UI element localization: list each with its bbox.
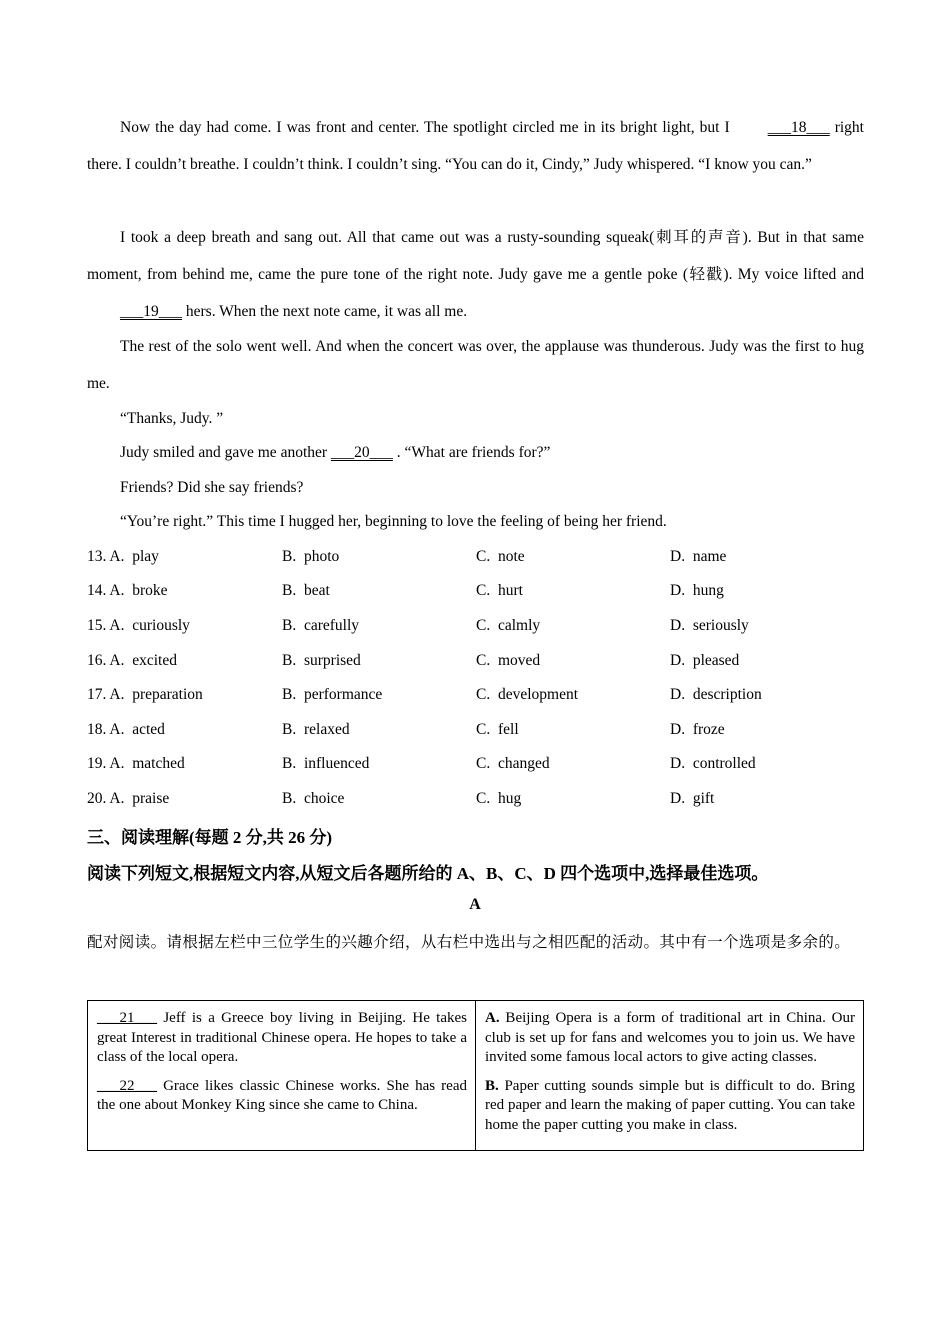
question-row [87,753,864,775]
option-letter: D. [670,652,686,669]
option-letter: D. [670,755,686,772]
question-row [87,580,864,602]
option-letter: D. [670,582,686,599]
option-text: froze [692,721,725,738]
question-row [87,788,864,810]
option-text: surprised [303,652,361,669]
option-choice [282,788,344,810]
option-text: gift [692,790,715,807]
matching-instruction: 配对阅读。请根据左栏中三位学生的兴趣介绍，从右栏中选出与之相匹配的活动。其中有一个选项是多余的。 [87,934,851,951]
option-text: photo [303,548,340,565]
option-choice [670,788,714,810]
option-letter: 19. A. [87,755,125,772]
option-text: broke [132,582,168,599]
option-letter: C. [476,617,491,634]
passage-text: Judy smiled and gave me another [120,444,331,461]
option-text: play [132,548,159,565]
section-title: 三、阅读理解(每题 2 分,共 26 分) [87,828,333,847]
passage-text: . “What are friends for?” [392,444,551,461]
option-text: hung [692,582,724,599]
option-choice [476,788,521,810]
passage-paragraph-2 [87,219,864,330]
option-choice [282,580,330,602]
option-choice [282,719,350,741]
passage-text: hers. When the next note came, it was all me. [182,303,468,320]
option-choice [282,546,339,568]
option-letter: D. [670,721,686,738]
activity-item-a [485,1009,855,1068]
activity-label: B. [485,1077,499,1094]
question-row [87,719,864,741]
option-choice [476,615,540,637]
option-letter: 13. A. [87,548,125,565]
option-text: note [497,548,525,565]
blank-21: ___21___ [97,1010,157,1026]
blank-20: ___20___ [330,444,393,461]
option-letter: C. [476,755,491,772]
option-text: relaxed [303,721,350,738]
student-text: Grace likes classic Chinese works. She has read the one about Monkey King since she came to China. [97,1077,467,1113]
option-letter: B. [282,582,297,599]
blank-19: ___19___ [120,303,182,320]
option-letter: 14. A. [87,582,125,599]
option-letter: C. [476,582,491,599]
passage-paragraph-3: The rest of the solo went well. And when the concert was over, the applause was thunderous. Judy was the first to hug me. [87,338,864,392]
blank-22: ___22___ [97,1077,157,1094]
option-letter: 18. A. [87,721,125,738]
option-text: excited [132,652,177,669]
option-letter: B. [282,617,297,634]
option-letter: B. [282,755,297,772]
option-letter: D. [670,617,686,634]
option-letter: B. [282,548,297,565]
option-letter: B. [282,686,297,703]
option-text: moved [497,652,541,669]
option-choice [87,753,185,775]
option-choice [476,580,523,602]
option-choice [670,684,762,706]
option-choice [282,650,361,672]
option-text: calmly [497,617,541,634]
option-text: fell [497,721,519,738]
option-choice [476,684,578,706]
passage-text: right there. I couldn’t breathe. I couldn’t think. I couldn’t sing. “You can do it, Cindy,” Judy whispered. “I know you can.” [87,119,864,173]
option-text: performance [303,686,383,703]
option-letter: C. [476,721,491,738]
passage-text: I took a deep breath and sang out. All that came out was a rusty-sounding squeak(刺耳的声音). But in that same moment, from behind me, came the pure tone of the right note. Judy gave me a gentle poke (轻戳). My voice lifted and [87,229,864,283]
option-letter: C. [476,652,491,669]
option-letter: B. [282,652,297,669]
option-text: preparation [132,686,203,703]
option-choice [670,753,756,775]
option-text: carefully [303,617,360,634]
option-letter: D. [670,790,686,807]
passage-paragraph-5 [120,443,550,463]
option-text: changed [497,755,550,772]
option-choice [87,650,177,672]
option-letter: B. [282,721,297,738]
option-choice [87,719,165,741]
question-row [87,615,864,637]
option-letter: C. [476,790,491,807]
option-text: curiously [132,617,190,634]
section-directions: 阅读下列短文,根据短文内容,从短文后各题所给的 A、B、C、D 四个选项中,选择最佳选项。 [87,864,769,883]
option-choice [282,615,359,637]
option-choice [282,753,369,775]
option-choice [87,580,168,602]
right-column [476,1001,864,1151]
option-letter: 17. A. [87,686,125,703]
blank-18: ___18___ [767,119,830,136]
option-text: beat [303,582,330,599]
option-choice [87,615,190,637]
option-letter: D. [670,548,686,565]
option-choice [670,719,725,741]
passage-paragraph-1 [87,109,864,183]
option-letter: B. [282,790,297,807]
option-letter: 15. A. [87,617,125,634]
option-letter: 20. A. [87,790,125,807]
activity-text: Paper cutting sounds simple but is difficult to do. Bring red paper and learn the making of paper cutting. You can take home the paper cutting you make in class. [485,1077,855,1133]
option-choice [476,753,550,775]
option-choice [670,615,749,637]
option-text: praise [132,790,170,807]
option-text: hurt [497,582,523,599]
option-letter: 16. A. [87,652,125,669]
option-choice [476,546,525,568]
option-letter: D. [670,686,686,703]
passage-paragraph-6: Friends? Did she say friends? [120,479,304,496]
question-row [87,650,864,672]
option-text: hug [497,790,522,807]
part-label: A [469,896,481,913]
option-text: matched [132,755,185,772]
student-text: Jeff is a Greece boy living in Beijing. He takes great Interest in traditional Chinese opera. He hopes to take a class of the local opera. [97,1010,467,1065]
question-row [87,684,864,706]
option-text: pleased [692,652,740,669]
option-choice [87,684,203,706]
option-choice [87,546,159,568]
option-letter: C. [476,548,491,565]
activity-text: Beijing Opera is a form of traditional art in China. Our club is set up for fans and welcomes you to join us. We have invited some famous local actors to give acting classes. [485,1010,855,1065]
passage-text: Now the day had come. I was front and center. The spotlight circled me in its bright light, but I [120,119,735,136]
option-text: acted [132,721,165,738]
question-row [87,546,864,568]
option-text: description [692,686,762,703]
student-item-21 [97,1009,467,1068]
option-choice [670,650,739,672]
option-choice [476,719,519,741]
option-text: seriously [692,617,749,634]
activity-item-b [485,1077,855,1136]
option-text: influenced [303,755,370,772]
option-choice [670,580,724,602]
option-letter: C. [476,686,491,703]
option-choice [282,684,382,706]
option-text: choice [303,790,345,807]
passage-paragraph-7: “You’re right.” This time I hugged her, beginning to love the feeling of being her friend. [120,513,667,530]
option-text: development [497,686,579,703]
matching-table [87,1000,864,1151]
left-column [88,1001,476,1151]
option-choice [476,650,540,672]
option-text: controlled [692,755,756,772]
option-choice [87,788,169,810]
activity-label: A. [485,1010,500,1026]
passage-paragraph-4: “Thanks, Judy. ” [120,410,224,427]
option-choice [670,546,726,568]
option-text: name [692,548,727,565]
student-item-22 [97,1077,467,1116]
